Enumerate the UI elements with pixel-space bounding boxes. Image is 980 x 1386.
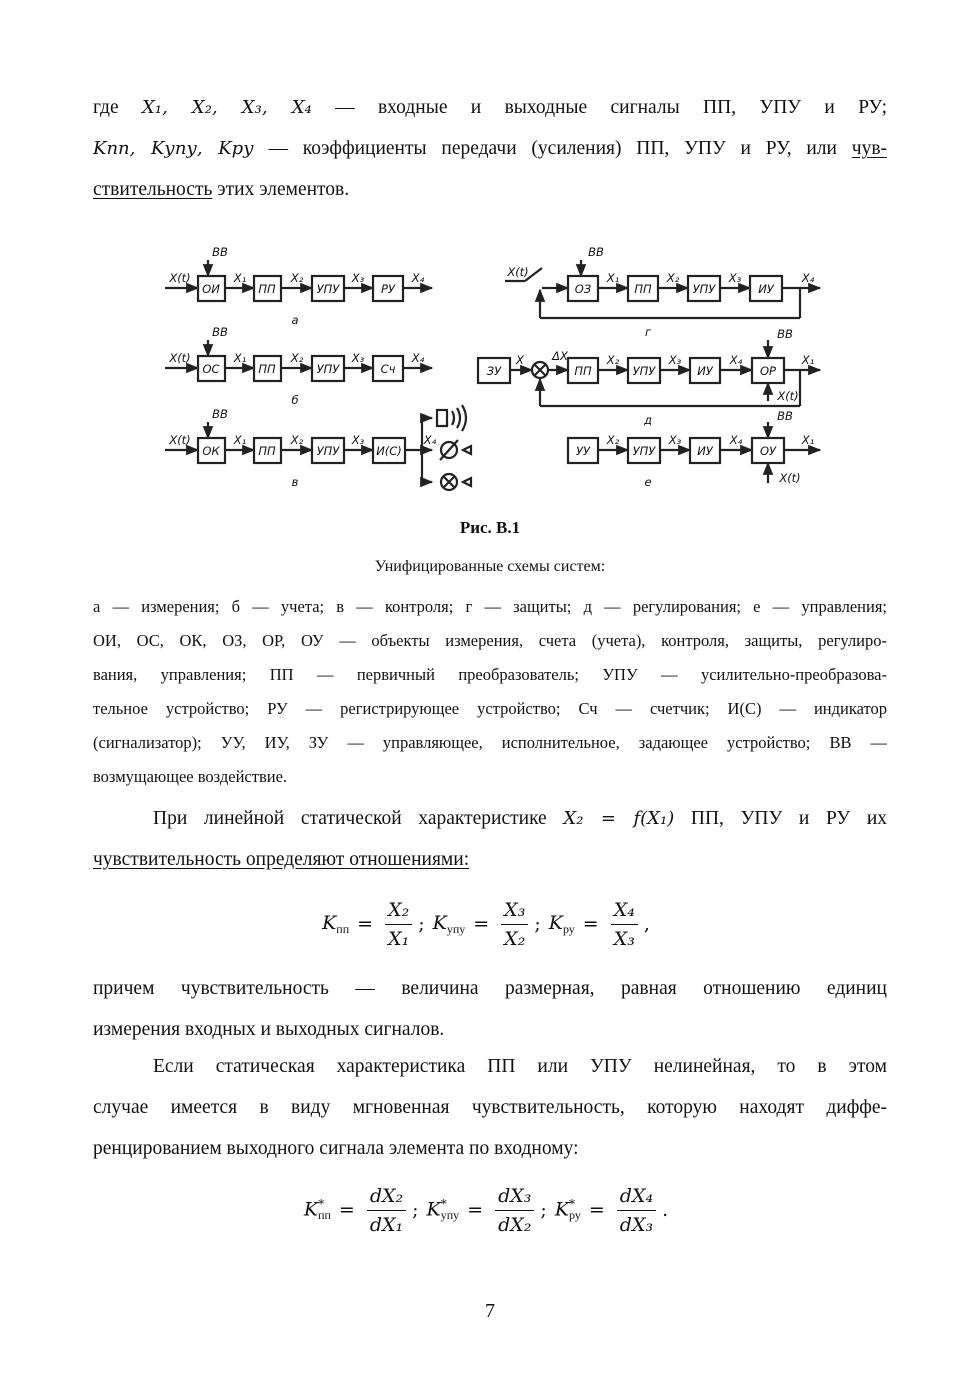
label-vv-b: ВВ [212, 325, 228, 339]
formula-sep: ; [540, 1199, 547, 1221]
panel-letter-d: д [644, 413, 652, 427]
formula-eq: = [467, 1199, 484, 1221]
block-oz: ОЗ [574, 282, 592, 296]
paragraph-nonlinear-line-3: ренцированием выходного сигнала элемента по входному: [93, 1138, 579, 1159]
label-x3-b: X₃ [351, 351, 365, 365]
formula-k: K [548, 911, 563, 934]
label-x1-v: X₁ [233, 433, 247, 447]
formula-sub: ру [569, 1208, 581, 1223]
block-zu: ЗУ [486, 364, 502, 378]
fraction [501, 898, 528, 951]
paragraph-linear [93, 798, 887, 880]
intro-line-1: где X₁, X₂, X₃, X₄ — входные и выходные сигналы ПП, УПУ и РУ; [93, 97, 887, 118]
label-vv-v: ВВ [212, 407, 228, 421]
label-xt-a: X(t) [169, 271, 191, 285]
label-xt-d: X(t) [777, 389, 799, 403]
formula-end: , [643, 913, 650, 935]
formula-sep: ; [418, 913, 425, 935]
block-diagram-figure [160, 238, 840, 503]
fraction-num: X₃ [501, 898, 528, 925]
legend-line: возмущающее воздействие. [93, 767, 288, 786]
block-pp-a: ПП [258, 282, 276, 296]
block-upu-d: УПУ [632, 364, 656, 378]
formula-k: K [426, 1198, 441, 1221]
legend-line: вания, управления; ПП — первичный преобразователь; УПУ — усилительно-преобразова- [93, 665, 887, 684]
label-x2-v: X₂ [290, 433, 304, 447]
label-x4-d: X₄ [729, 353, 743, 367]
formula-sensitivity [0, 892, 980, 956]
block-ok: ОК [202, 444, 220, 458]
page-number: 7 [485, 1300, 495, 1322]
formula-k: K [303, 1198, 319, 1221]
label-x1-b: X₁ [233, 351, 247, 365]
label-vv-d: ВВ [777, 327, 793, 341]
paragraph-nonlinear [93, 1046, 887, 1169]
label-x3-g: X₃ [728, 271, 742, 285]
block-upu-a: УПУ [316, 282, 340, 296]
block-uu: УУ [575, 444, 591, 458]
label-x2-a: X₂ [290, 271, 304, 285]
intro-line-3: ствительность этих элементов. [93, 179, 350, 200]
fraction-den: dX₁ [369, 1213, 404, 1236]
panel-letter-b: б [291, 393, 299, 407]
fraction-num: X₂ [385, 898, 412, 925]
formula-eq: = [473, 913, 490, 935]
label-x2-g: X₂ [666, 271, 680, 285]
formula-eq: = [588, 1199, 605, 1221]
formula-instant-sensitivity [0, 1178, 980, 1242]
paragraph-linear-line-2: чувствительность определяют отношениями: [93, 849, 470, 870]
block-is: И(С) [376, 444, 402, 458]
formula-eq: = [582, 913, 599, 935]
panel-letter-v: в [291, 475, 299, 489]
inline-formula: X₂ = f(X₁) [563, 808, 675, 829]
label-vv-g: ВВ [588, 245, 604, 259]
block-iu-g: ИУ [758, 282, 774, 296]
paragraph-dimension-line-1: причем чувствительность — величина размерная, равная отношению единиц [93, 978, 887, 999]
fraction [385, 898, 412, 951]
fraction-den: X₃ [613, 927, 635, 950]
block-upu-e: УПУ [632, 444, 656, 458]
figure-legend [93, 590, 887, 794]
formula-k: K [554, 1198, 570, 1221]
fraction [611, 898, 638, 951]
paragraph-linear-line-1: При линейной статической характеристике X₂ = f(X₁) ПП, УПУ и РУ их [153, 808, 887, 829]
fraction-den: X₁ [388, 927, 410, 950]
formula-star: * [569, 1196, 576, 1211]
block-iu-e: ИУ [697, 444, 713, 458]
intro-paragraph [93, 87, 887, 210]
formula-sub: ру [562, 921, 575, 936]
formula-eq: = [357, 913, 374, 935]
block-upu-b: УПУ [316, 362, 340, 376]
formula-sep: ; [412, 1199, 419, 1221]
label-xt-e: X(t) [779, 471, 801, 485]
label-xt-v: X(t) [169, 433, 191, 447]
formula-sub: упу [440, 1208, 460, 1223]
block-pp-v: ПП [258, 444, 276, 458]
legend-line: а — измерения; б — учета; в — контроля; г — защиты; д — регулирования; е — управления; [93, 597, 887, 616]
fraction-num: dX₃ [495, 1184, 534, 1211]
formula-eq: = [338, 1199, 355, 1221]
fraction-den: dX₃ [619, 1213, 654, 1236]
formula-star: * [318, 1196, 325, 1211]
block-pp-b: ПП [258, 362, 276, 376]
block-oi: ОИ [202, 282, 220, 296]
block-pp-g: ПП [634, 282, 652, 296]
block-upu-g: УПУ [692, 282, 716, 296]
formula-k: K [322, 911, 337, 934]
block-ou: ОУ [759, 444, 777, 458]
label-x1-g: X₁ [606, 271, 620, 285]
label-x1-a: X₁ [233, 271, 247, 285]
legend-line: тельное устройство; РУ — регистрирующее устройство; Сч — счетчик; И(С) — индикатор [93, 699, 887, 718]
variables-k: Kпп, Kупу, Kру [93, 138, 254, 159]
legend-line: (сигнализатор); УУ, ИУ, ЗУ — управляющее, исполнительное, задающее устройство; ВВ — [93, 733, 887, 752]
label-x-d: X [516, 353, 524, 367]
panel-letter-a: а [291, 313, 299, 327]
formula-sub: пп [336, 921, 350, 936]
label-x4-b: X₄ [411, 351, 425, 365]
label-xt-b: X(t) [169, 351, 191, 365]
intro-line-2: Kпп, Kупу, Kру — коэффициенты передачи (усиления) ПП, УПУ и РУ, или чув- [93, 138, 887, 159]
label-x4-v: X₄ [423, 433, 437, 447]
fraction-num: dX₂ [367, 1184, 406, 1211]
label-x4-a: X₄ [411, 271, 425, 285]
label-x4-e: X₄ [729, 433, 743, 447]
block-iu-d: ИУ [697, 364, 713, 378]
label-x2-e: X₂ [606, 433, 620, 447]
block-os: ОС [202, 362, 220, 376]
legend-line: ОИ, ОС, ОК, ОЗ, ОР, ОУ — объекты измерения, счета (учета), контроля, защиты, регулиро- [93, 631, 887, 650]
label-xt-g: X(t) [507, 265, 529, 279]
label-x2-b: X₂ [290, 351, 304, 365]
label-x3-a: X₃ [351, 271, 365, 285]
panel-letter-e: е [644, 475, 652, 489]
fraction-num: X₄ [611, 898, 638, 925]
paragraph-nonlinear-line-1: Если статическая характеристика ПП или УПУ нелинейная, то в этом [153, 1056, 887, 1077]
block-pp-d: ПП [574, 364, 592, 378]
figure-caption-subtitle: Унифицированные схемы систем: [374, 558, 606, 575]
panel-letter-g: г [644, 325, 652, 339]
block-ru: РУ [381, 282, 395, 296]
label-x1-e: X₁ [801, 433, 815, 447]
label-x4-g: X₄ [801, 271, 815, 285]
label-vv-e: ВВ [777, 409, 793, 423]
block-sch: Сч [380, 362, 396, 376]
formula-end: . [662, 1199, 669, 1221]
block-upu-v: УПУ [316, 444, 340, 458]
fraction [367, 1184, 406, 1237]
paragraph-dimension-line-2: измерения входных и выходных сигналов. [93, 1019, 445, 1040]
variables-x: X₁, X₂, X₃, X₄ [141, 97, 312, 118]
label-dx-d: ΔX [552, 349, 568, 363]
formula-sub: упу [446, 921, 466, 936]
label-x3-d: X₃ [668, 353, 682, 367]
label-x2-d: X₂ [606, 353, 620, 367]
formula-sep: ; [534, 913, 541, 935]
figure-caption-title: Рис. В.1 [459, 518, 521, 537]
formula-star: * [440, 1196, 447, 1211]
paragraph-nonlinear-line-2: случае имеется в виду мгновенная чувствительность, которую находят диффе- [93, 1097, 887, 1118]
formula-k: K [432, 911, 447, 934]
paragraph-dimension [93, 968, 887, 1050]
fraction [617, 1184, 656, 1237]
label-x3-v: X₃ [351, 433, 365, 447]
formula-sub: пп [318, 1208, 331, 1223]
label-x3-e: X₃ [668, 433, 682, 447]
fraction-den: X₂ [504, 927, 526, 950]
fraction-den: dX₂ [498, 1213, 532, 1236]
label-x1-d: X₁ [801, 353, 815, 367]
block-or: ОР [760, 364, 776, 378]
fraction-num: dX₄ [617, 1184, 656, 1211]
label-vv-a: ВВ [212, 245, 228, 259]
fraction [495, 1184, 534, 1237]
